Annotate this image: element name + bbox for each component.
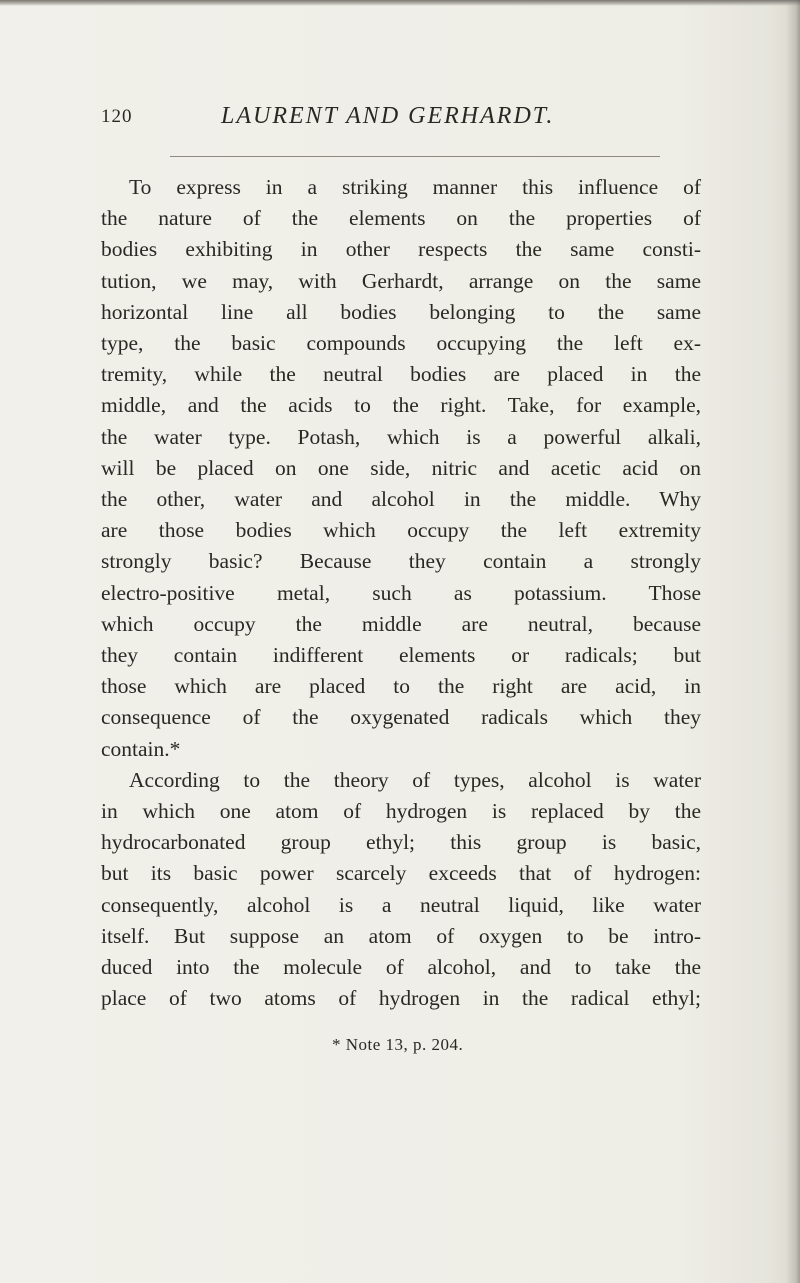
text-line: place of two atoms of hydrogen in the radical ethyl; (101, 986, 701, 1011)
page-binding-shadow (786, 0, 800, 1283)
text-line: duced into the molecule of alcohol, and to take the (101, 955, 701, 980)
text-line: strongly basic? Because they contain a strongly (101, 549, 701, 574)
running-head: LAURENT AND GERHARDT. (221, 103, 555, 129)
text-line: type, the basic compounds occupying the left ex- (101, 331, 701, 356)
page-number: 120 (101, 106, 133, 127)
text-line: tution, we may, with Gerhardt, arrange on the same (101, 268, 701, 293)
text-line: electro-positive metal, such as potassium. Those (101, 580, 701, 605)
text-line: those which are placed to the right are acid, in (101, 674, 701, 699)
text-line: contain.* (101, 736, 181, 761)
text-line: To express in a striking manner this influence of (129, 175, 701, 199)
footnote: * Note 13, p. 204. (332, 1035, 464, 1054)
text-line: are those bodies which occupy the left extremity (101, 518, 701, 543)
text-line: horizontal line all bodies belonging to the same (101, 299, 701, 324)
text-line: According to the theory of types, alcohol is water (129, 767, 701, 792)
body-text (101, 172, 701, 1014)
text-line: bodies exhibiting in other respects the same consti- (101, 237, 701, 262)
text-line: in which one atom of hydrogen is replaced by the (101, 799, 701, 824)
page-top-shadow (0, 0, 800, 6)
text-line: will be placed on one side, nitric and acetic acid on (101, 455, 701, 480)
page-header (101, 103, 701, 146)
text-line: the other, water and alcohol in the middle. Why (101, 487, 701, 512)
text-line: the nature of the elements on the properties of (101, 206, 701, 231)
text-line: tremity, while the neutral bodies are placed in the (101, 362, 701, 387)
text-line: the water type. Potash, which is a powerful alkali, (101, 424, 701, 449)
text-line: but its basic power scarcely exceeds that of hydrogen: (101, 861, 701, 886)
text-line: itself. But suppose an atom of oxygen to be intro- (101, 923, 701, 948)
text-line: hydrocarbonated group ethyl; this group is basic, (101, 830, 701, 855)
text-line: consequently, alcohol is a neutral liquid, like water (101, 892, 701, 917)
text-line: they contain indifferent elements or radicals; but (101, 643, 701, 668)
text-line: consequence of the oxygenated radicals which they (101, 705, 701, 730)
header-rule (170, 156, 660, 157)
text-line: which occupy the middle are neutral, because (101, 611, 701, 636)
text-line: middle, and the acids to the right. Take, for example, (101, 393, 701, 418)
